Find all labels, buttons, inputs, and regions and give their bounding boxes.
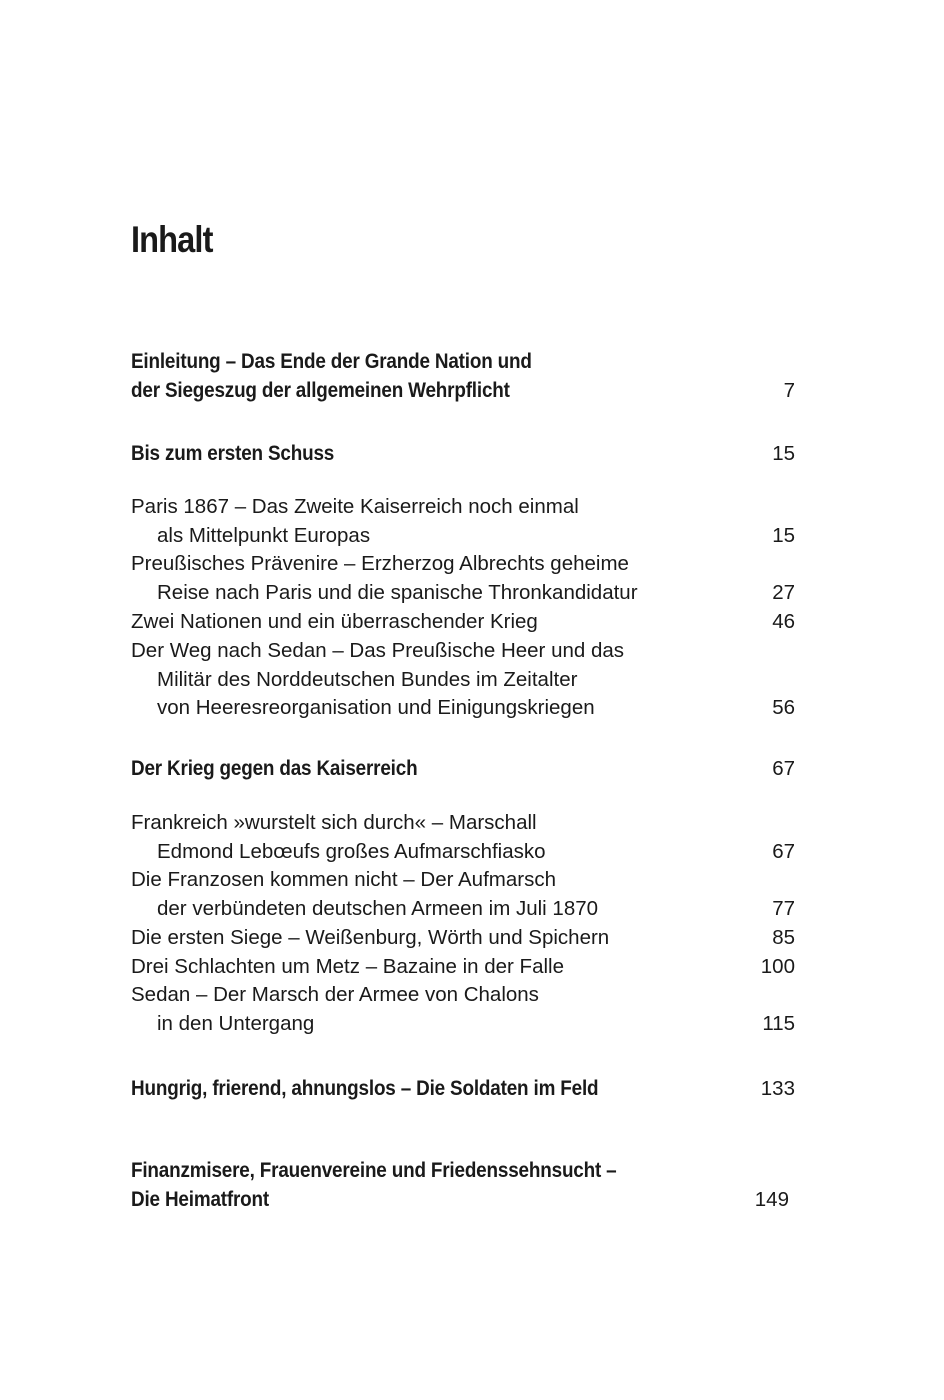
page-number: 56	[772, 696, 795, 719]
toc-entry-heading	[131, 1156, 795, 1186]
toc-entry	[131, 636, 795, 666]
toc-entry-line: Paris 1867 – Das Zweite Kaiserreich noch einmal	[131, 495, 579, 518]
page-number: 85	[772, 926, 795, 949]
toc-entry-heading	[131, 1074, 795, 1104]
toc-entry-line: Der Weg nach Sedan – Das Preußische Heer und das	[131, 639, 625, 662]
toc-entry-line: Finanzmisere, Frauenvereine und Friedenssehnsucht –	[131, 1159, 617, 1182]
toc-entry-heading	[131, 439, 795, 469]
toc-entry-line: in den Untergang	[157, 1012, 315, 1035]
page-number: 46	[772, 610, 795, 633]
toc-entry	[131, 549, 795, 579]
toc-entry-line: Die ersten Siege – Weißenburg, Wörth und Spichern	[131, 926, 610, 949]
toc-entry	[131, 837, 795, 867]
toc-entry-line: Reise nach Paris und die spanische Thronkandidatur	[157, 581, 638, 604]
page-number: 15	[772, 442, 795, 465]
toc-entry-line: Die Heimatfront	[131, 1188, 270, 1211]
toc-entry	[131, 521, 795, 551]
toc-entry	[131, 492, 795, 522]
toc-entry	[131, 607, 795, 637]
page-number: 7	[783, 379, 795, 402]
page-number: 77	[772, 897, 795, 920]
toc-entry	[131, 578, 795, 608]
toc-entry	[131, 1009, 795, 1039]
toc-entry	[131, 665, 795, 695]
toc-entry-heading	[131, 376, 795, 406]
toc-entry-heading	[131, 1185, 789, 1215]
toc-entry-line: Frankreich »wurstelt sich durch« – Marschall	[131, 811, 537, 834]
toc-entry-line: Die Franzosen kommen nicht – Der Aufmarsch	[131, 868, 556, 891]
toc-entry	[131, 980, 795, 1010]
toc-entry	[131, 808, 795, 838]
page-number: 67	[772, 757, 795, 780]
page-number: 133	[760, 1077, 795, 1100]
page-number: 115	[762, 1012, 795, 1035]
toc-entry-line: der Siegeszug der allgemeinen Wehrpflicht	[131, 379, 510, 402]
toc-entry-line: Edmond Lebœufs großes Aufmarschfiasko	[157, 840, 546, 863]
page-number: 100	[760, 955, 795, 978]
toc-entry-heading	[131, 754, 795, 784]
toc-entry	[131, 865, 795, 895]
toc-entry-line: Der Krieg gegen das Kaiserreich	[131, 757, 418, 780]
page-number: 15	[772, 524, 795, 547]
page-number: 67	[772, 840, 795, 863]
toc-entry-line: Bis zum ersten Schuss	[131, 442, 335, 465]
toc-entry-line: Preußisches Prävenire – Erzherzog Albrechts geheime	[131, 552, 629, 575]
toc-entry-line: als Mittelpunkt Europas	[157, 524, 371, 547]
toc-entry-line: Militär des Norddeutschen Bundes im Zeitalter	[157, 668, 578, 691]
toc-entry-line: Einleitung – Das Ende der Grande Nation und	[131, 350, 532, 373]
toc-entry-line: Sedan – Der Marsch der Armee von Chalons	[131, 983, 539, 1006]
toc-entry	[131, 923, 795, 953]
toc-entry-heading	[131, 347, 795, 377]
page-number: 27	[772, 581, 795, 604]
toc-entry-line: der verbündeten deutschen Armeen im Juli 1870	[157, 897, 599, 920]
toc-entry-line: Zwei Nationen und ein überraschender Krieg	[131, 610, 538, 633]
toc-entry	[131, 952, 795, 982]
toc-entry	[131, 894, 795, 924]
page-number: 149	[754, 1188, 789, 1211]
toc-entry	[131, 693, 795, 723]
page-title: Inhalt	[131, 219, 213, 260]
toc-entry-line: von Heeresreorganisation und Einigungskriegen	[157, 696, 595, 719]
toc-entry-line: Hungrig, frierend, ahnungslos – Die Soldaten im Feld	[131, 1077, 599, 1100]
toc-entry-line: Drei Schlachten um Metz – Bazaine in der Falle	[131, 955, 564, 978]
